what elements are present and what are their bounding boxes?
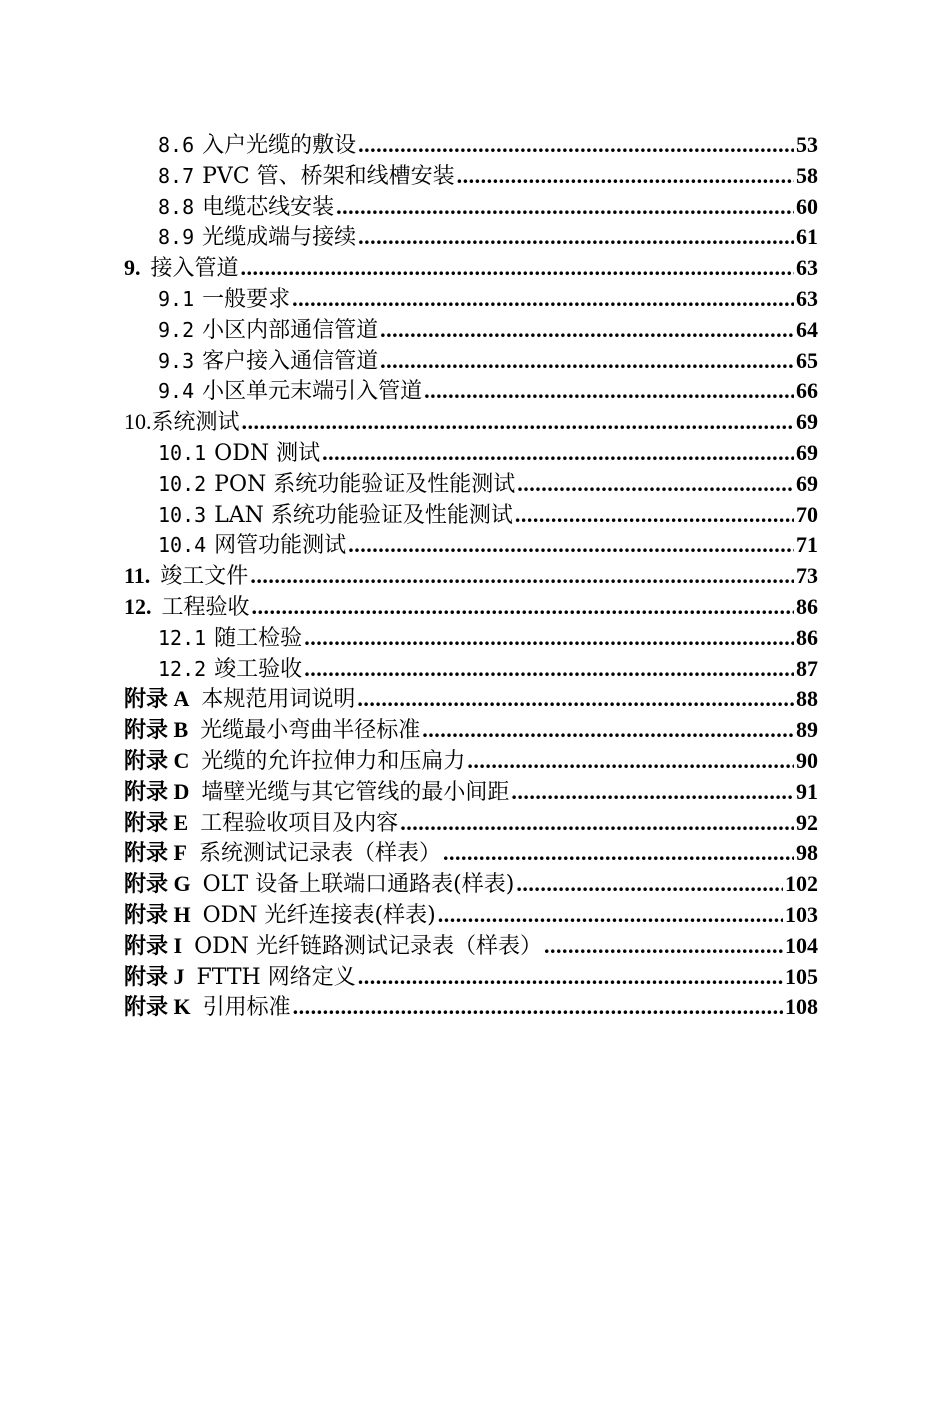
toc-entry-number: 附录 J xyxy=(124,963,185,989)
toc-dot-leader xyxy=(515,502,794,528)
toc-entry-page-number: 73 xyxy=(796,563,818,589)
toc-dot-leader xyxy=(467,748,794,774)
toc-dot-leader xyxy=(357,686,794,712)
toc-entry-title: 竣工验收 xyxy=(214,656,303,682)
toc-dot-leader xyxy=(336,194,794,220)
toc-entry-number: 10.3 xyxy=(158,502,207,527)
toc-entry-page-number: 71 xyxy=(796,532,818,558)
toc-entry-page-number: 98 xyxy=(796,840,818,866)
toc-entry-title: 工程验收项目及内容 xyxy=(200,810,399,836)
toc-entry-title: 电缆芯线安装 xyxy=(202,194,335,220)
toc-entry[interactable] xyxy=(124,220,818,251)
toc-entry-title: 竣工文件 xyxy=(160,564,249,590)
toc-entry-title: PON 系统功能验证及性能测试 xyxy=(214,471,516,497)
toc-entry[interactable] xyxy=(124,744,818,775)
toc-dot-leader xyxy=(292,286,794,312)
toc-entry-number: 附录 H xyxy=(124,901,191,927)
toc-entry-title: LAN 系统功能验证及性能测试 xyxy=(214,502,513,528)
toc-entry-number: 12.1 xyxy=(158,625,207,650)
toc-dot-leader xyxy=(358,132,794,158)
toc-entry-number: 11. xyxy=(124,563,151,589)
toc-dot-leader xyxy=(241,255,794,281)
toc-dot-leader xyxy=(516,871,783,897)
toc-entry-title: 一般要求 xyxy=(202,286,291,312)
toc-entry-number: 附录 E xyxy=(124,809,189,835)
toc-dot-leader xyxy=(250,563,794,589)
toc-entry[interactable] xyxy=(124,806,818,837)
toc-entry-number: 8.8 xyxy=(158,194,195,219)
toc-entry[interactable] xyxy=(124,713,818,744)
toc-entry-page-number: 92 xyxy=(796,809,818,835)
toc-entry-title: 随工检验 xyxy=(214,625,303,651)
toc-entry-page-number: 105 xyxy=(785,963,818,989)
toc-entry-page-number: 69 xyxy=(796,439,818,465)
toc-entry-title: 工程验收 xyxy=(161,594,250,620)
toc-entry-page-number: 69 xyxy=(796,409,818,435)
toc-entry-page-number: 86 xyxy=(796,593,818,619)
toc-entry-page-number: 108 xyxy=(785,994,818,1020)
toc-entry-number: 10.4 xyxy=(158,533,207,558)
table-of-contents xyxy=(124,128,818,1021)
toc-entry[interactable] xyxy=(124,282,818,313)
toc-entry-page-number: 63 xyxy=(796,285,818,311)
toc-entry[interactable] xyxy=(124,621,818,652)
toc-entry-number: 8.9 xyxy=(158,225,195,250)
toc-entry-number: 10.2 xyxy=(158,471,207,496)
toc-dot-leader xyxy=(358,224,794,250)
toc-dot-leader xyxy=(358,964,783,990)
toc-entry-number: 附录 C xyxy=(124,747,190,773)
toc-entry-number: 9.2 xyxy=(158,317,195,342)
toc-entry-page-number: 61 xyxy=(796,224,818,250)
toc-entry-title: 墙壁光缆与其它管线的最小间距 xyxy=(201,779,510,805)
toc-entry[interactable] xyxy=(124,867,818,898)
toc-dot-leader xyxy=(304,625,794,651)
toc-entry-number: 12.2 xyxy=(158,656,207,681)
toc-entry-title: FTTH 网络定义 xyxy=(196,964,356,990)
toc-dot-leader xyxy=(424,378,794,404)
toc-entry-number: 附录 B xyxy=(124,717,189,743)
toc-entry-title: 小区内部通信管道 xyxy=(202,317,379,343)
toc-entry-page-number: 102 xyxy=(785,871,818,897)
toc-entry-page-number: 58 xyxy=(796,162,818,188)
toc-entry-title: PVC 管、桥架和线槽安装 xyxy=(202,163,455,189)
toc-entry-title: 接入管道 xyxy=(150,256,239,282)
toc-entry[interactable] xyxy=(124,960,818,991)
toc-entry[interactable] xyxy=(124,929,818,960)
toc-entry[interactable] xyxy=(124,652,818,683)
toc-entry[interactable] xyxy=(124,405,818,436)
toc-entry-title: 入户光缆的敷设 xyxy=(202,133,357,158)
toc-dot-leader xyxy=(293,994,783,1020)
toc-entry[interactable] xyxy=(124,559,818,590)
toc-entry-number: 12. xyxy=(124,593,152,619)
toc-dot-leader xyxy=(348,532,794,558)
toc-dot-leader xyxy=(511,779,794,805)
toc-entry-number: 附录 G xyxy=(124,871,191,897)
toc-entry-number: 9. xyxy=(124,255,141,281)
toc-entry-title: ODN 光纤连接表(样表) xyxy=(202,902,436,928)
toc-entry[interactable] xyxy=(124,190,818,221)
toc-dot-leader xyxy=(322,440,794,466)
toc-entry[interactable] xyxy=(124,775,818,806)
toc-entry[interactable] xyxy=(124,436,818,467)
toc-entry-page-number: 87 xyxy=(796,655,818,681)
toc-entry-page-number: 64 xyxy=(796,316,818,342)
toc-dot-leader xyxy=(380,317,794,343)
toc-entry-number: 9.3 xyxy=(158,348,195,373)
toc-entry[interactable] xyxy=(124,836,818,867)
toc-dot-leader xyxy=(242,409,794,435)
toc-dot-leader xyxy=(544,933,783,959)
toc-entry-number: 9.1 xyxy=(158,286,195,311)
toc-entry-page-number: 69 xyxy=(796,470,818,496)
toc-entry-title: 系统测试 xyxy=(151,410,240,436)
toc-entry-title: 客户接入通信管道 xyxy=(202,348,379,374)
toc-entry[interactable] xyxy=(124,990,818,1021)
toc-entry-number: 8.7 xyxy=(158,163,195,188)
toc-entry-page-number: 103 xyxy=(785,901,818,927)
toc-entry-number: 附录 A xyxy=(124,686,190,712)
toc-entry-title: OLT 设备上联端口通路表(样表) xyxy=(202,872,515,898)
toc-entry[interactable] xyxy=(124,251,818,282)
toc-entry-title: 小区单元末端引入管道 xyxy=(202,379,423,405)
toc-entry-page-number: 88 xyxy=(796,686,818,712)
toc-entry-page-number: 86 xyxy=(796,624,818,650)
toc-entry-page-number: 63 xyxy=(796,255,818,281)
toc-dot-leader xyxy=(380,348,794,374)
toc-entry-title: 网管功能测试 xyxy=(214,533,347,559)
toc-entry-title: 引用标准 xyxy=(202,995,291,1021)
toc-entry[interactable] xyxy=(124,498,818,529)
toc-entry[interactable] xyxy=(124,313,818,344)
toc-entry-title: ODN 测试 xyxy=(214,440,321,466)
toc-entry-page-number: 60 xyxy=(796,193,818,219)
toc-entry-page-number: 66 xyxy=(796,378,818,404)
toc-entry[interactable] xyxy=(124,344,818,375)
toc-entry[interactable] xyxy=(124,374,818,405)
toc-entry[interactable] xyxy=(124,128,818,159)
toc-entry[interactable] xyxy=(124,682,818,713)
toc-entry-title: 系统测试记录表（样表） xyxy=(198,841,441,867)
toc-entry-number: 附录 I xyxy=(124,932,183,958)
toc-entry-page-number: 104 xyxy=(785,932,818,958)
toc-entry-page-number: 91 xyxy=(796,778,818,804)
toc-entry-title: 光缆的允许拉伸力和压扁力 xyxy=(201,748,466,774)
toc-dot-leader xyxy=(443,840,794,866)
toc-entry[interactable] xyxy=(124,528,818,559)
toc-dot-leader xyxy=(517,471,794,497)
toc-entry[interactable] xyxy=(124,898,818,929)
toc-entry-number: 8.6 xyxy=(158,133,195,157)
toc-entry[interactable] xyxy=(124,159,818,190)
toc-entry-number: 附录 K xyxy=(124,994,191,1020)
toc-entry-number: 9.4 xyxy=(158,379,195,404)
toc-entry-title: 光缆最小弯曲半径标准 xyxy=(200,718,421,744)
toc-entry-number: 10.1 xyxy=(158,440,207,465)
toc-entry-number: 10. xyxy=(124,409,152,435)
toc-entry-page-number: 70 xyxy=(796,501,818,527)
toc-entry-title: 光缆成端与接续 xyxy=(202,225,357,251)
toc-entry-page-number: 53 xyxy=(796,132,818,157)
toc-entry-page-number: 65 xyxy=(796,347,818,373)
toc-dot-leader xyxy=(304,656,794,682)
toc-entry-page-number: 89 xyxy=(796,717,818,743)
toc-entry[interactable] xyxy=(124,590,818,621)
toc-entry-title: 本规范用词说明 xyxy=(201,687,356,713)
toc-entry[interactable] xyxy=(124,467,818,498)
toc-dot-leader xyxy=(457,163,794,189)
toc-dot-leader xyxy=(422,717,794,743)
toc-entry-number: 附录 F xyxy=(124,840,187,866)
toc-entry-title: ODN 光纤链路测试记录表（样表） xyxy=(194,933,542,959)
toc-entry-number: 附录 D xyxy=(124,778,190,804)
toc-dot-leader xyxy=(252,594,794,620)
toc-dot-leader xyxy=(400,810,794,836)
toc-dot-leader xyxy=(438,902,783,928)
toc-entry-page-number: 90 xyxy=(796,747,818,773)
